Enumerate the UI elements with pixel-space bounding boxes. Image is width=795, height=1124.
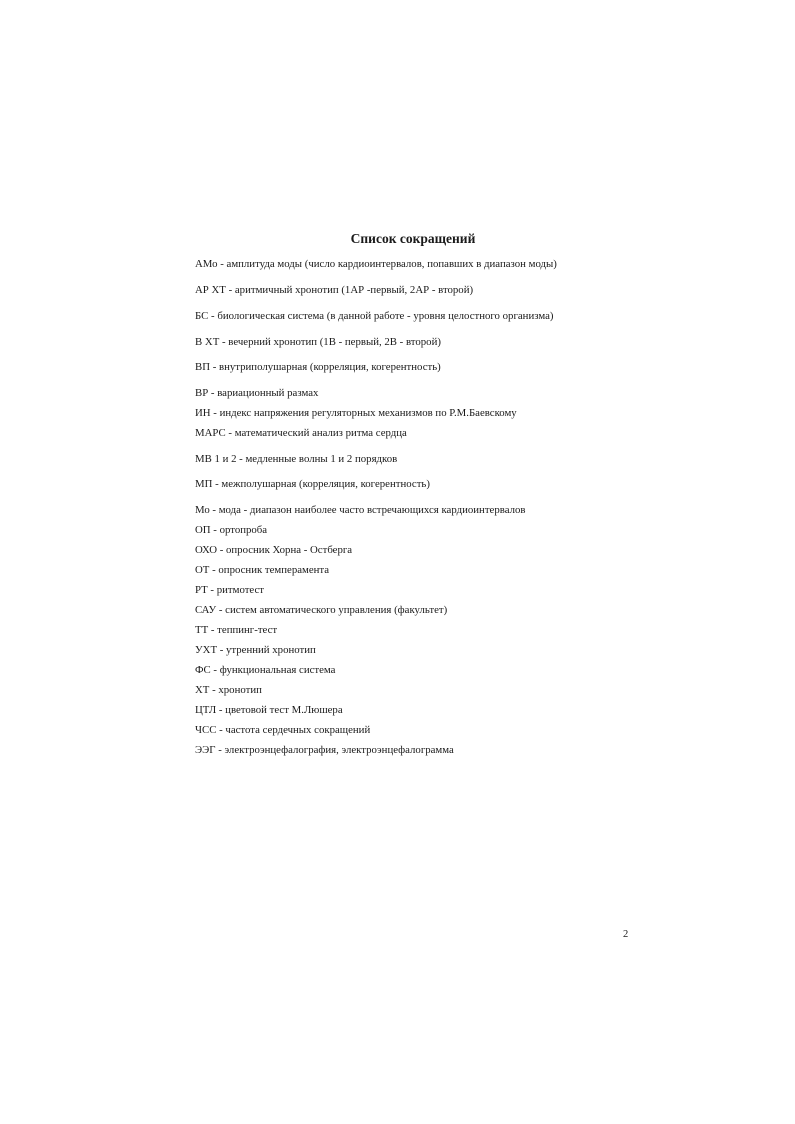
abbreviation-entry: АР ХТ - аритмичный хронотип (1АР -первый, 2АР - второй) bbox=[195, 284, 474, 296]
abbreviation-entry: САУ - систем автоматического управления (факультет) bbox=[195, 604, 448, 616]
abbreviation-entry: ВР - вариационный размах bbox=[195, 387, 319, 399]
abbreviation-entry: МАРС - математический анализ ритма сердца bbox=[195, 427, 407, 439]
abbreviation-entry: ИН - индекс напряжения регуляторных механизмов по Р.М.Баевскому bbox=[195, 407, 517, 419]
abbreviation-entry: РТ - ритмотест bbox=[195, 584, 264, 596]
abbreviation-entry: ТТ - теппинг-тест bbox=[195, 624, 278, 636]
abbreviation-entry: ЭЭГ - электроэнцефалография, электроэнцефалограмма bbox=[195, 744, 454, 756]
abbreviation-entry: УХТ - утренний хронотип bbox=[195, 644, 316, 656]
abbreviation-entry: ХТ - хронотип bbox=[195, 684, 262, 696]
abbreviation-entry: Мо - мода - диапазон наиболее часто встречающихся кардиоинтервалов bbox=[195, 504, 526, 516]
abbreviation-entry: ЦТЛ - цветовой тест М.Люшера bbox=[195, 704, 343, 716]
abbreviation-entry: АМо - амплитуда моды (число кардиоинтервалов, попавших в диапазон моды) bbox=[195, 258, 557, 270]
abbreviation-entry: МВ 1 и 2 - медленные волны 1 и 2 порядков bbox=[195, 453, 398, 465]
abbreviation-entry: ОП - ортопроба bbox=[195, 524, 268, 536]
abbreviation-entry: МП - межполушарная (корреляция, когерентность) bbox=[195, 478, 430, 490]
abbreviation-entry: БС - биологическая система (в данной работе - уровня целостного организма) bbox=[195, 310, 554, 322]
abbreviation-entry: ФС - функциональная система bbox=[195, 664, 336, 676]
abbreviation-entry: ОТ - опросник темперамента bbox=[195, 564, 330, 576]
abbreviation-entry: В ХТ - вечерний хронотип (1В - первый, 2В - второй) bbox=[195, 336, 441, 348]
abbreviation-entry: ОХО - опросник Хорна - Остберга bbox=[195, 544, 353, 556]
abbreviation-entry: ЧСС - частота сердечных сокращений bbox=[195, 724, 371, 736]
abbreviation-entry: ВП - внутриполушарная (корреляция, когерентность) bbox=[195, 361, 441, 373]
page-title: Список сокращений bbox=[350, 231, 476, 246]
page-number: 2 bbox=[623, 929, 629, 940]
